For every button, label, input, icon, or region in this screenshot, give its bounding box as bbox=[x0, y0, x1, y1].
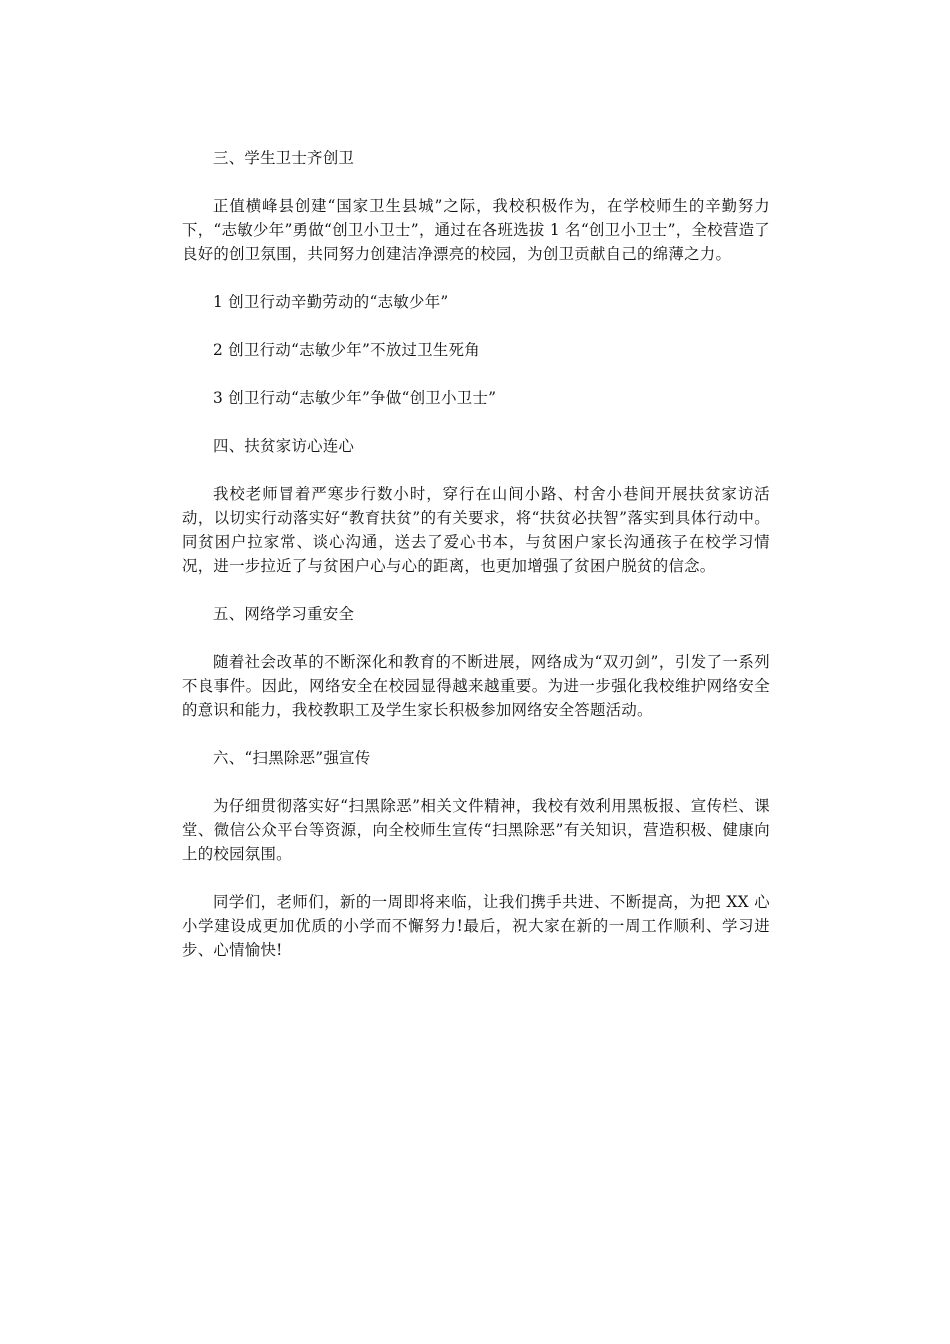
document-body bbox=[182, 146, 770, 962]
paragraph-anti-crime: 为仔细贯彻落实好“扫黑除恶”相关文件精神，我校有效利用黑板报、宣传栏、课堂、微信公众平台等资源，向全校师生宣传“扫黑除恶”有关知识，营造积极、健康向上的校园氛围。 bbox=[182, 797, 770, 863]
paragraph-closing: 同学们，老师们，新的一周即将来临，让我们携手共进、不断提高，为把 XX 心小学建设成更加优质的小学而不懈努力!最后，祝大家在新的一周工作顺利、学习进步、心情愉快! bbox=[182, 893, 770, 959]
subheading-hygiene-1: 1 创卫行动辛勤劳动的“志敏少年” bbox=[213, 293, 449, 311]
section-heading-4: 四、扶贫家访心连心 bbox=[213, 437, 355, 455]
section-heading-3: 三、学生卫士齐创卫 bbox=[213, 149, 355, 167]
paragraph-poverty-visit: 我校老师冒着严寒步行数小时，穿行在山间小路、村舍小巷间开展扶贫家访活动，以切实行动落实好“教育扶贫”的有关要求，将“扶贫必扶智”落实到具体行动中。同贫困户拉家常、谈心沟通，送去了爱心书本，与贫困户家长沟通孩子在校学习情况，进一步拉近了与贫困户心与心的距离，也更加增强了贫困户脱贫的信念。 bbox=[182, 485, 770, 575]
section-heading-5: 五、网络学习重安全 bbox=[213, 605, 355, 623]
section-heading-6: 六、“扫黑除恶”强宣传 bbox=[213, 749, 371, 767]
paragraph-network-safety: 随着社会改革的不断深化和教育的不断进展，网络成为“双刃剑”，引发了一系列不良事件。因此，网络安全在校园显得越来越重要。为进一步强化我校维护网络安全的意识和能力，我校教职工及学生家长积极参加网络安全答题活动。 bbox=[182, 653, 770, 719]
paragraph-hygiene: 正值横峰县创建“国家卫生县城”之际，我校积极作为，在学校师生的辛勤努力下，“志敏少年”勇做“创卫小卫士”，通过在各班选拔 1 名“创卫小卫士”，全校营造了良好的创卫氛围，共同努力创建洁净漂亮的校园，为创卫贡献自己的绵薄之力。 bbox=[182, 197, 770, 263]
subheading-hygiene-2: 2 创卫行动“志敏少年”不放过卫生死角 bbox=[213, 341, 480, 359]
subheading-hygiene-3: 3 创卫行动“志敏少年”争做“创卫小卫士” bbox=[213, 389, 497, 407]
